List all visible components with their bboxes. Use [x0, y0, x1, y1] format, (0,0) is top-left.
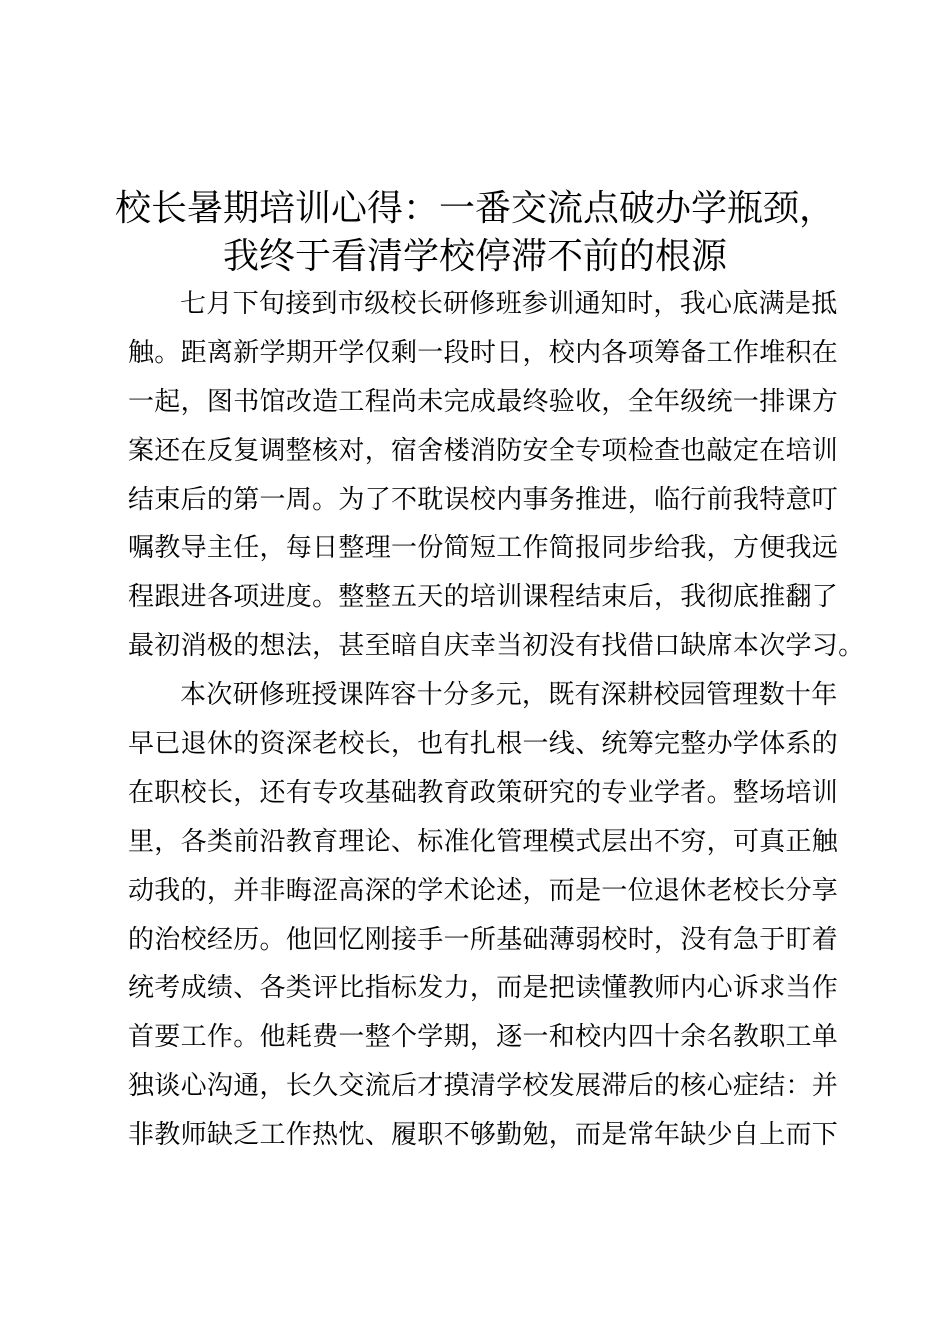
paragraph-line: 一起，图书馆改造工程尚未完成最终验收，全年级统一排课方: [128, 386, 839, 417]
paragraph-line: 非教师缺乏工作热忱、履职不够勤勉，而是常年缺少自上而下: [128, 1120, 839, 1151]
document-title-line-1: 校长暑期培训心得：一番交流点破办学瓶颈，: [114, 188, 835, 229]
document-title-line-2: 我终于看清学校停滞不前的根源: [222, 236, 727, 277]
paragraph-line: 案还在反复调整核对，宿舍楼消防安全专项检查也敲定在培训: [128, 435, 839, 466]
paragraph-line: 首要工作。他耗费一整个学期，逐一和校内四十余名教职工单: [128, 1022, 839, 1053]
paragraph-line: 程跟进各项进度。整整五天的培训课程结束后，我彻底推翻了: [128, 582, 839, 613]
document-body: [128, 280, 865, 1160]
paragraph-2: [128, 671, 848, 1160]
paragraph-line: 动我的，并非晦涩高深的学术论述，而是一位退休老校长分享: [128, 875, 839, 906]
paragraph-line: 最初消极的想法，甚至暗自庆幸当初没有找借口缺席本次学习。: [128, 631, 865, 662]
paragraph-line: 在职校长，还有专攻基础教育政策研究的专业学者。整场培训: [128, 777, 839, 808]
paragraph-line: 本次研修班授课阵容十分多元，既有深耕校园管理数十年: [180, 680, 838, 711]
paragraph-line: 独谈心沟通，长久交流后才摸清学校发展滞后的核心症结：并: [128, 1071, 839, 1102]
paragraph-line: 统考成绩、各类评比指标发力，而是把读懂教师内心诉求当作: [128, 973, 839, 1004]
paragraph-line: 的治校经历。他回忆刚接手一所基础薄弱校时，没有急于盯着: [128, 924, 839, 955]
paragraph-line: 嘱教导主任，每日整理一份简短工作简报同步给我，方便我远: [128, 533, 839, 564]
paragraph-line: 里，各类前沿教育理论、标准化管理模式层出不穷，可真正触: [128, 826, 839, 857]
paragraph-line: 触。距离新学期开学仅剩一段时日，校内各项筹备工作堆积在: [128, 337, 839, 368]
paragraph-1: [128, 280, 865, 671]
paragraph-line: 早已退休的资深老校长，也有扎根一线、统筹完整办学体系的: [128, 729, 839, 760]
paragraph-line: 结束后的第一周。为了不耽误校内事务推进，临行前我特意叮: [128, 484, 839, 515]
paragraph-line: 七月下旬接到市级校长研修班参训通知时，我心底满是抵: [180, 289, 838, 319]
